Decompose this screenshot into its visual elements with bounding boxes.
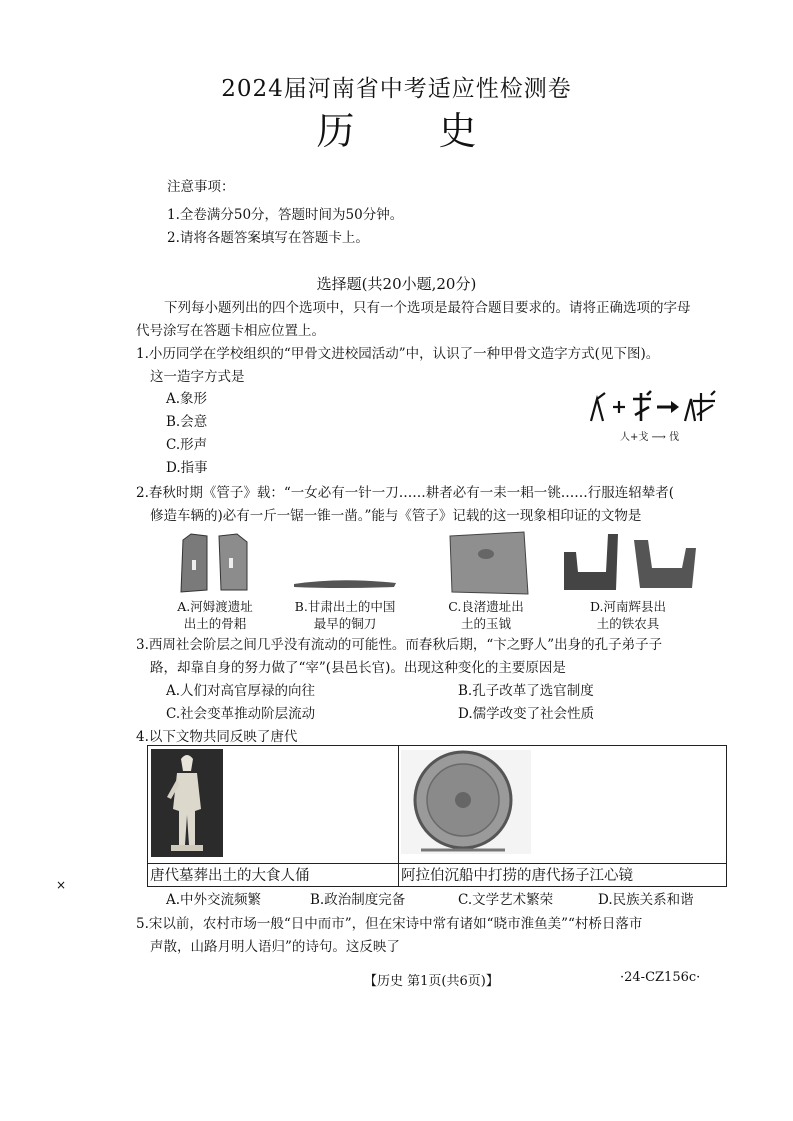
q2-option-a: A.河姆渡遗址 出土的骨耜 — [177, 599, 253, 631]
q4-option-a: A.中外交流频繁 — [166, 892, 262, 908]
q3-stem-line2: 路，却靠自身的努力做了“宰”(县邑长官)。出现这种变化的主要原因是 — [150, 660, 566, 676]
oracle-figure-caption: 人+戈 ⟶ 伐 — [620, 432, 680, 443]
q4-artifact-table — [147, 745, 727, 887]
arrow-head — [671, 401, 679, 413]
section-instruction-line1: 下列每小题列出的四个选项中，只有一个选项是最符合题目要求的。请将正确选项的字母 — [164, 300, 691, 316]
q1-option-d: D.指事 — [166, 460, 208, 476]
fa-glyph — [685, 391, 715, 421]
bone-spade-image — [177, 530, 252, 598]
q1-option-a: A.象形 — [166, 391, 208, 407]
q2-option-d: D.河南辉县出 土的铁农具 — [589, 599, 667, 631]
q3-option-a: A.人们对高官厚禄的向往 — [166, 683, 316, 699]
subject-char-2: 史 — [438, 109, 477, 153]
q1-option-b: B.会意 — [166, 414, 208, 430]
jade-axe-image — [446, 530, 530, 598]
note-item-1: 1.全卷满分50分，答题时间为50分钟。 — [167, 207, 404, 223]
q5-stem-line2: 声散，山路月明人语归”的诗句。这反映了 — [150, 939, 400, 955]
plus-sign — [613, 401, 625, 413]
q2-stem-line1: 2.春秋时期《管子》载：“一女必有一针一刀……耕者必有一耒一耜一铫……行服连轺辇者( — [136, 485, 675, 501]
q2-option-c: C.良渚遗址出 土的玉钺 — [448, 599, 524, 631]
ren-glyph — [591, 393, 605, 421]
note-item-2: 2.请将各题答案填写在答题卡上。 — [167, 230, 369, 246]
bronze-mirror-image — [401, 750, 531, 854]
q4-cell1-caption: 唐代墓葬出土的大食人俑 — [150, 868, 310, 884]
section-title: 选择题(共20小题,20分) — [316, 275, 477, 293]
q4-cell2-caption-cell — [399, 864, 727, 887]
q3-stem-line1: 3.西周社会阶层之间几乎没有流动的可能性。而春秋后期，“卞之野人”出身的孔子弟子子 — [136, 637, 663, 653]
q4-cell-mirror — [399, 746, 727, 864]
q3-option-b: B.孔子改革了选官制度 — [458, 683, 594, 699]
margin-mark: × — [56, 878, 67, 892]
q1-stem-line2: 这一造字方式是 — [150, 369, 245, 385]
dashi-figurine-image — [151, 749, 223, 857]
q2-option-b: B.甘肃出土的中国 最早的铜刀 — [294, 599, 396, 631]
section-instruction-line2: 代号涂写在答题卡相应位置上。 — [136, 323, 325, 339]
subject-char-1: 历 — [316, 109, 355, 153]
footer-page-number: 【历史 第1页(共6页)】 — [364, 974, 499, 989]
q4-cell1-caption-cell — [148, 864, 399, 887]
ge-glyph — [633, 391, 651, 421]
bronze-knife-image — [290, 575, 400, 593]
q1-option-c: C.形声 — [166, 437, 208, 453]
iron-tools-image — [560, 528, 700, 598]
q4-cell2-caption: 阿拉伯沉船中打捞的唐代扬子江心镜 — [401, 868, 633, 884]
q4-option-d: D.民族关系和谐 — [598, 892, 694, 908]
q4-option-c: C.文学艺术繁荣 — [458, 892, 554, 908]
q1-stem-line1: 1.小历同学在学校组织的“甲骨文进校园活动”中，认识了一种甲骨文造字方式(见下图)。 — [136, 346, 660, 362]
footer-exam-code: ·24-CZ156c· — [620, 970, 701, 985]
oracle-bone-figure — [585, 385, 725, 425]
q3-option-d: D.儒学改变了社会性质 — [458, 706, 595, 722]
q2-stem-line2: 修造车辆的)必有一斤一锯一锥一凿。”能与《管子》记载的这一现象相印证的文物是 — [150, 508, 642, 524]
q4-cell-figurine — [148, 746, 399, 864]
notes-heading: 注意事项： — [167, 179, 235, 195]
q4-stem: 4.以下文物共同反映了唐代 — [136, 729, 298, 745]
q4-option-b: B.政治制度完备 — [310, 892, 406, 908]
q5-stem-line1: 5.宋以前，农村市场一般“日中而市”，但在宋诗中常有诸如“晓市淮鱼美”“村桥日落市 — [136, 916, 643, 932]
exam-title: 2024届河南省中考适应性检测卷 — [221, 76, 572, 102]
q3-option-c: C.社会变革推动阶层流动 — [166, 706, 316, 722]
subject-title — [0, 100, 793, 155]
